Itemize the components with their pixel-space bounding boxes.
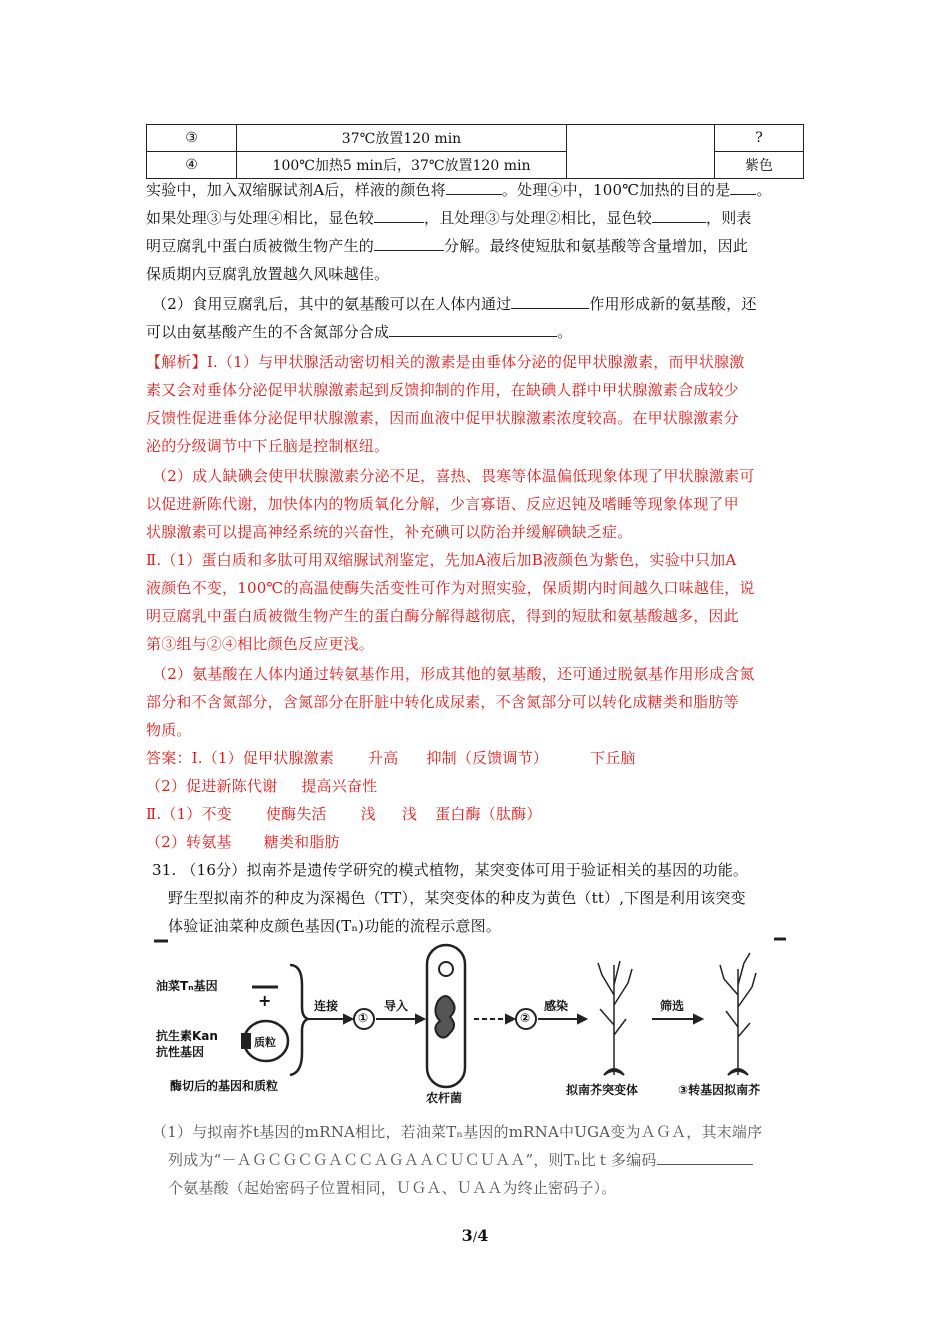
step1-label: ① bbox=[358, 1011, 369, 1025]
q31-line: 体验证油菜种皮颜色基因(Tₙ)功能的流程示意图。 bbox=[168, 917, 502, 935]
answer-line: 答案：Ⅰ.（1）促甲状腺激素 升高 抑制（反馈调节） 下丘脑 bbox=[146, 749, 636, 767]
analysis-line: 素又会对垂体分泌促甲状腺激素起到反馈抑制的作用，在缺碘人群中甲状腺激素合成较少 bbox=[146, 381, 739, 399]
row-number: ③ bbox=[147, 125, 237, 152]
sub-question-line: （1）与拟南芥t基因的mRNA相比，若油菜Tₙ基因的mRNA中UGA变为ＡＧＡ，其末端序 bbox=[152, 1123, 763, 1141]
row-number: ④ bbox=[147, 152, 237, 179]
analysis-line: 物质。 bbox=[146, 721, 192, 739]
infect-label: 感染 bbox=[544, 999, 569, 1013]
row-result: ? bbox=[715, 125, 804, 152]
analysis-line: （2）氨基酸在人体内通过转氨基作用，形成其他的氨基酸，还可通过脱氨基作用形成含氮 bbox=[152, 665, 755, 683]
import-label: 导入 bbox=[384, 999, 409, 1013]
plus-label: + bbox=[258, 991, 272, 1010]
analysis-line: 部分和不含氮部分，含氮部分在肝脏中转化成尿素，不含氮部分可以转化成糖类和脂肪等 bbox=[146, 693, 739, 711]
bacteria-label: 农杆菌 bbox=[426, 1091, 463, 1105]
analysis-line: 反馈性促进垂体分泌促甲状腺激素，因而血液中促甲状腺激素浓度较高。在甲状腺激素分 bbox=[146, 409, 739, 427]
sub-question-line: 列成为“－ＡＧＣＧＣＧＡＣＣＡＧＡＡＣＵＣＵＡＡ”，则Tₙ比ｔ多编码 bbox=[168, 1150, 753, 1170]
gene-label: 油菜Tₙ基因 bbox=[156, 979, 218, 993]
cut-label: 酶切后的基因和质粒 bbox=[170, 1079, 279, 1093]
analysis-line: 以促进新陈代谢，加快体内的物质氧化分解，少言寡语、反应迟钝及嗜睡等现象体现了甲 bbox=[146, 495, 739, 513]
analysis-line: 泌的分级调节中下丘脑是控制枢纽。 bbox=[146, 437, 390, 455]
row-treatment: 37℃放置120 min bbox=[237, 125, 567, 152]
analysis-line: 第③组与②④相比颜色反应更浅。 bbox=[146, 635, 375, 653]
row-reagent bbox=[567, 125, 715, 179]
analysis-line: Ⅱ.（1）蛋白质和多肽可用双缩脲试剂鉴定，先加A液后加B液颜色为紫色，实验中只加A bbox=[146, 551, 737, 569]
analysis-line: 【解析】Ⅰ.（1）与甲状腺活动密切相关的激素是由垂体分泌的促甲状腺激素，而甲状腺激 bbox=[146, 353, 745, 371]
kan-label-1: 抗生素Kan bbox=[156, 1029, 218, 1043]
answer-line: （2）转氨基 糖类和脂肪 bbox=[146, 833, 340, 851]
plasmid-label: 质粒 bbox=[254, 1036, 276, 1049]
question-line: 实验中，加入双缩脲试剂A后，样液的颜色将 。处理④中，100℃加热的目的是 。 bbox=[146, 181, 772, 199]
link-label: 连接 bbox=[314, 999, 339, 1013]
table-row bbox=[147, 125, 804, 152]
question-line: 保质期内豆腐乳放置越久风味越佳。 bbox=[146, 265, 390, 283]
screen-label: 筛选 bbox=[660, 999, 685, 1013]
mutant-label: 拟南芥突变体 bbox=[566, 1083, 639, 1097]
transgenic-label: ③转基因拟南芥 bbox=[678, 1083, 761, 1097]
answer-line: （2）促进新陈代谢 提高兴奋性 bbox=[146, 777, 378, 795]
row-treatment: 100℃加热5 min后，37℃放置120 min bbox=[237, 152, 567, 179]
kan-label-2: 抗性基因 bbox=[156, 1045, 205, 1059]
question-line: 可以由氨基酸产生的不含氮部分合成 。 bbox=[146, 323, 573, 341]
answer-line: Ⅱ.（1）不变 使酶失活 浅 浅 蛋白酶（肽酶） bbox=[146, 805, 542, 823]
question-line: （2）食用豆腐乳后，其中的氨基酸可以在人体内通过 作用形成新的氨基酸，还 bbox=[152, 295, 757, 313]
analysis-tag: 【解析】 bbox=[146, 353, 207, 371]
sub-question-line: 个氨基酸（起始密码子位置相同，ＵＧＡ、ＵＡＡ为终止密码子）。 bbox=[168, 1179, 617, 1197]
experiment-table bbox=[146, 124, 804, 179]
analysis-line: 液颜色不变，100℃的高温使酶失活变性可作为对照实验，保质期内时间越久口味越佳，说 bbox=[146, 579, 755, 597]
analysis-line: 明豆腐乳中蛋白质被微生物产生的蛋白酶分解得越彻底，得到的短肽和氨基酸越多，因此 bbox=[146, 607, 739, 625]
analysis-line: （2）成人缺碘会使甲状腺激素分泌不足，喜热、畏寒等体温偏低现象体现了甲状腺激素可 bbox=[152, 467, 755, 485]
q31-line: 31. （16分）拟南芥是遗传学研究的模式植物，某突变体可用于验证相关的基因的功能。 bbox=[152, 861, 749, 879]
question-line: 明豆腐乳中蛋白质被微生物产生的 分解。最终使短肽和氨基酸等含量增加，因此 bbox=[146, 237, 749, 255]
question-line: 如果处理③与处理④相比，显色较 ，且处理③与处理②相比，显色较 ，则表 bbox=[146, 209, 752, 227]
page-number: 3/4 bbox=[461, 1226, 489, 1245]
row-result: 紫色 bbox=[715, 152, 804, 179]
flowchart-figure bbox=[146, 935, 806, 1105]
analysis-line: 状腺激素可以提高神经系统的兴奋性，补充碘可以防治并缓解碘缺乏症。 bbox=[146, 523, 633, 541]
step2-label: ② bbox=[520, 1011, 531, 1025]
q31-line: 野生型拟南芥的种皮为深褐色（TT），某突变体的种皮为黄色（tt）,下图是利用该突变 bbox=[168, 889, 746, 907]
